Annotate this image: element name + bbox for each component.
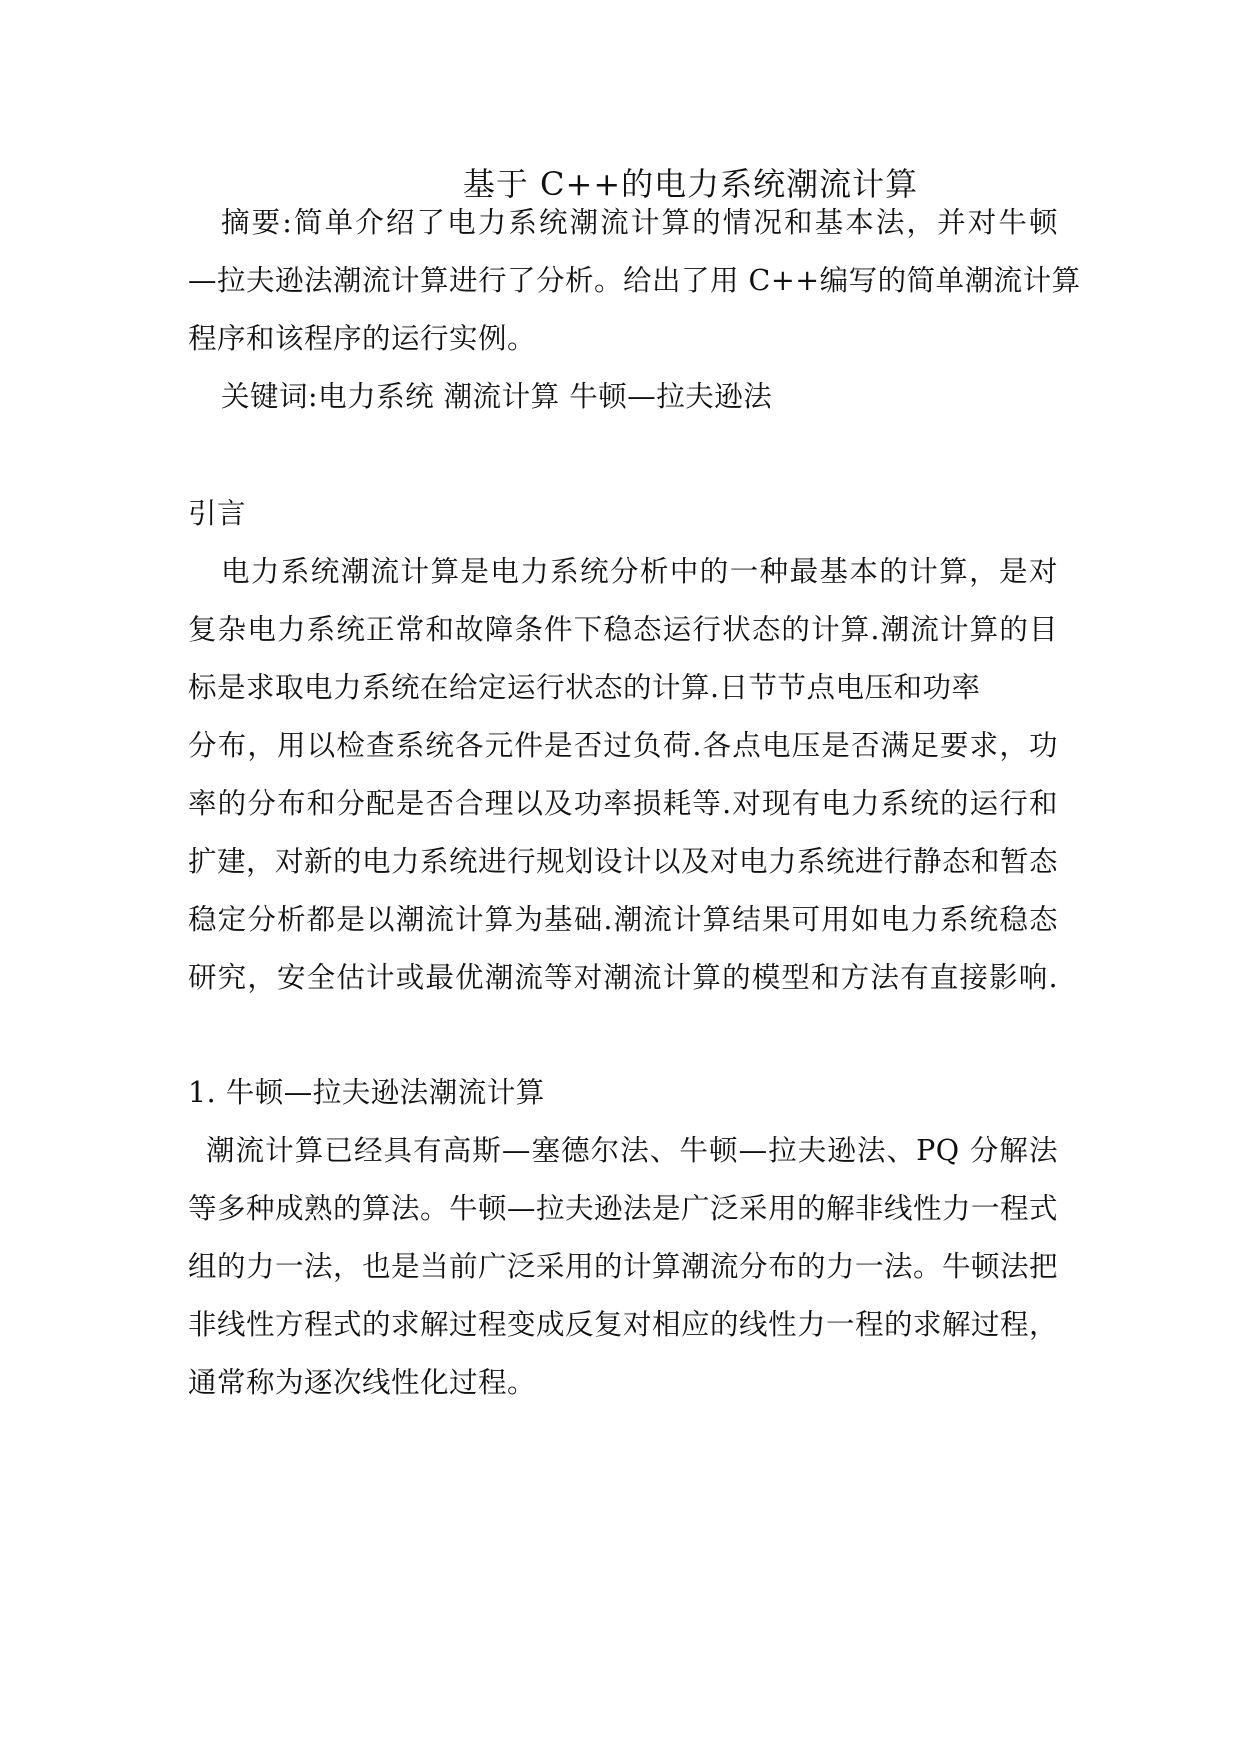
abstract-line: 摘要:简单介绍了电力系统潮流计算的情况和基本法，并对牛顿 bbox=[221, 206, 1058, 239]
intro-line: 分布，用以检查系统各元件是否过负荷.各点电压是否满足要求，功 bbox=[188, 729, 1058, 762]
section1-line: 非线性方程式的求解过程变成反复对相应的线性力一程的求解过程， bbox=[188, 1308, 1059, 1341]
keywords-line: 关键词:电力系统 潮流计算 牛顿—拉夫逊法 bbox=[221, 380, 773, 413]
intro-heading: 引言 bbox=[188, 497, 247, 530]
abstract-line: —拉夫逊法潮流计算进行了分析。给出了用 C++编写的简单潮流计算 bbox=[188, 264, 1081, 297]
intro-line: 电力系统潮流计算是电力系统分析中的一种最基本的计算，是对 bbox=[221, 555, 1058, 588]
section1-line: 等多种成熟的算法。牛顿—拉夫逊法是广泛采用的解非线性力一程式 bbox=[188, 1192, 1059, 1225]
intro-line: 复杂电力系统正常和故障条件下稳态运行状态的计算.潮流计算的目 bbox=[188, 613, 1058, 646]
section1-line: 通常称为逐次线性化过程。 bbox=[188, 1366, 537, 1399]
section1-line: 组的力一法，也是当前广泛采用的计算潮流分布的力一法。牛顿法把 bbox=[188, 1250, 1059, 1283]
document-title: 基于 C++的电力系统潮流计算 bbox=[462, 165, 919, 203]
abstract-line: 程序和该程序的运行实例。 bbox=[188, 322, 537, 355]
intro-line: 标是求取电力系统在给定运行状态的计算.日节节点电压和功率 bbox=[188, 671, 981, 704]
intro-line: 稳定分析都是以潮流计算为基础.潮流计算结果可用如电力系统稳态 bbox=[188, 903, 1058, 936]
section1-line: 潮流计算已经具有高斯—塞德尔法、牛顿—拉夫逊法、PQ 分解法 bbox=[206, 1134, 1058, 1167]
intro-line: 率的分布和分配是否合理以及功率损耗等.对现有电力系统的运行和 bbox=[188, 787, 1058, 820]
intro-line: 研究，安全估计或最优潮流等对潮流计算的模型和方法有直接影响. bbox=[188, 961, 1058, 994]
intro-line: 扩建，对新的电力系统进行规划设计以及对电力系统进行静态和暂态 bbox=[188, 845, 1059, 878]
section1-heading: 1. 牛顿—拉夫逊法潮流计算 bbox=[188, 1076, 545, 1109]
